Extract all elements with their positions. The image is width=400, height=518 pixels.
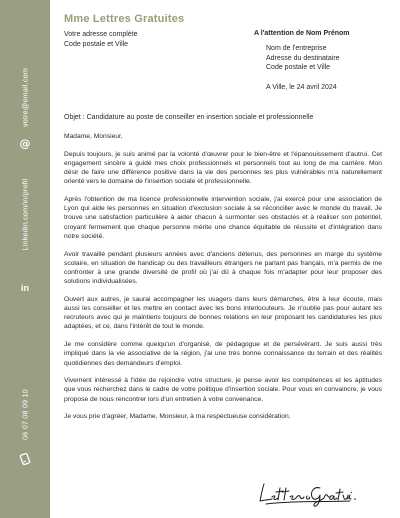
recipient-line: Nom de l'entreprise <box>266 45 327 52</box>
paragraph: Je me considère comme quelqu'un d'organisé, de pédagogue et de persévérant. Je suis aussi très impliqué dans la vie associative de la région, j'ai une très bonne connaissance du terrain et des réalités quotidiennes des demandeurs d'emploi. <box>64 341 382 367</box>
sender-line: Votre adresse complète <box>64 31 138 38</box>
sidebar <box>0 0 50 518</box>
phone-icon <box>18 450 32 464</box>
linkedin-icon: in <box>21 283 29 293</box>
paragraph: Vivement intéressé à l'idée de rejoindre votre structure, je pense avoir les compétences et les aptitudes que vous recherchez dans le cadre de votre politique d'insertion sociale. Pour vous en convaincre, je vous propose de nous rencontrer lors d'un entretien à votre convenance. <box>64 377 382 403</box>
letter-subject: Objet : Candidature au poste de conseiller en insertion sociale et professionnelle <box>64 114 314 121</box>
letter-date: A Ville, le 24 avril 2024 <box>266 84 337 91</box>
at-icon: @ <box>19 137 31 150</box>
paragraph: Depuis toujours, je suis animé par la volonté d'œuvrer pour le bien-être et l'épanouissement d'autrui. Cet engagement sincère a guidé mes choix professionnels et personnels tout au long de ma carrière. Mon désir de faire une différence positive dans la vie des personnes les plus vulnérables m'a naturellement orienté vers le domaine de l'insertion sociale et professionnelle. <box>64 150 382 186</box>
paragraph: Avoir travaillé pendant plusieurs années avec d'anciens détenus, des personnes en marge du système scolaire, en situation de handicap ou des travailleurs étrangers ne parlant pas français, m'a permis de me confronter à une grande diversité de profil où j'ai dû à chaque fois m'adapter pour leur proposer des solutions individualisées. <box>64 250 382 286</box>
salutation: Madame, Monsieur, <box>64 133 123 140</box>
linkedin-text[interactable]: Linkedin.com/in/profil <box>20 178 30 251</box>
paragraph: Après l'obtention de ma licence professionnelle intervention sociale, j'ai exercé pour une association de Lyon qui aide les personnes en situation d'exclusion sociale à se réconcilier avec le monde du travail. Je trouve une satisfaction particulière à aider chacun à surmonter ses obstacles et à réaliser son potentiel, croyant fermement que chaque personne mérite une chance équitable de réussite et d'intégration dans notre société. <box>64 196 382 240</box>
letter-body <box>64 132 382 430</box>
recipient-address <box>266 44 340 73</box>
recipient-line: Code postale et Ville <box>266 64 331 71</box>
recipient-attention: A l'attention de Nom Prénom <box>254 30 350 37</box>
sender-address <box>64 30 138 49</box>
sender-name: Mme Lettres Gratuites <box>64 13 185 25</box>
recipient-line: Adresse du destinataire <box>266 54 340 62</box>
sender-line: Code postale et Ville <box>64 40 129 48</box>
signature <box>258 476 358 508</box>
email-text[interactable]: votre@email.com <box>20 67 30 128</box>
phone-text[interactable]: 06 07 08 09 10 <box>20 389 30 440</box>
paragraph: Ouvert aux autres, je saurai accompagner les usagers dans leurs démarches, être à leur écoute, mais aussi les conseiller et les mettre en contact avec les bons interlocuteurs. Je n'oublie pas pour autant les recruteurs avec qui je maintiens toujours de bonnes relations en leur proposant les candidatures les plus adaptées, et ce, dans l'intérêt de tout le monde. <box>64 295 382 331</box>
paragraph: Je vous prie d'agréer, Madame, Monsieur, à ma respectueuse considération. <box>64 413 291 421</box>
